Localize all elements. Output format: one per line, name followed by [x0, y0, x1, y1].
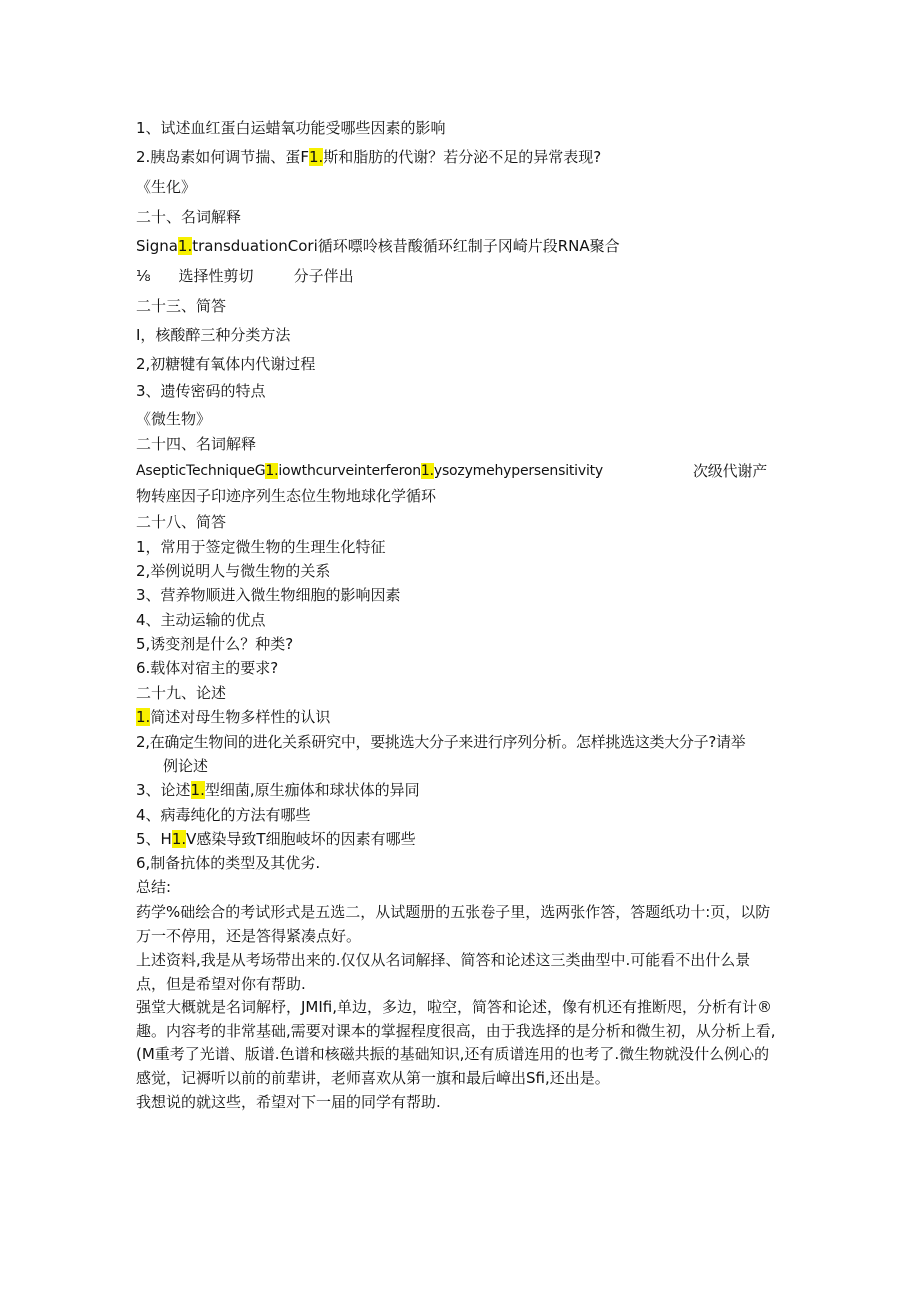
text-segment: V感染导致T细胞岐坏的因素有哪些 — [186, 830, 416, 848]
question-vector: 6.载体对宿主的要求? — [136, 659, 279, 677]
text-segment: 3、论述 — [136, 781, 191, 799]
heading-short-answer-23: 二十三、简答 — [136, 297, 227, 315]
text-segment: 次级代谢产 — [693, 462, 768, 480]
heading-terms-20: 二十、名词解释 — [136, 208, 242, 226]
question-mutagen: 5,诱变剂是什么？种类? — [136, 635, 294, 653]
highlight-mark: 1. — [190, 781, 205, 799]
text-segment: AsepticTechniqueG — [136, 463, 266, 479]
essay-hiv — [136, 829, 416, 849]
text-segment: 2.胰岛素如何调节揣、蛋F — [136, 148, 309, 166]
section-microbiology-title: 《微生物》 — [136, 410, 212, 428]
text-segment: ysozymehypersensitivity — [433, 463, 604, 479]
summary-paragraph-2: 上述资料,我是从考场带出来的.仅仅从名词解择、简答和论述这三类曲型中.可能看不出什么景点，但是希望对你有帮助. — [136, 951, 751, 993]
essay-biodiversity — [136, 707, 330, 727]
question-glycolysis: 2,初糖犍有氧体内代谢过程 — [136, 355, 316, 373]
essay-l-form — [136, 780, 420, 800]
summary-paragraph-1: 药学%础绘合的考试形式是五选二，从试题册的五张卷子里，选两张作答，答题纸功十:页，以防万一不停用，还是答得紧凑点好。 — [136, 903, 771, 945]
essay-evolution: 2,在确定生物间的进化关系研究中，要挑选大分子来进行序列分析。怎样挑选这类大分子?请举 — [136, 733, 746, 751]
question-nucleic-acid: I，核酸醉三种分类方法 — [136, 326, 291, 344]
question-nutrient-entry: 3、营养物顺进入微生物细胞的影响因素 — [136, 586, 401, 604]
text-segment: 5、H — [136, 830, 172, 848]
terms-list-micro — [136, 461, 776, 481]
heading-essay-29: 二十九、论述 — [136, 684, 227, 702]
text-segment: 斯和脂肪的代谢？若分泌不足的异常表现? — [323, 148, 602, 166]
highlight-mark: 1. — [136, 708, 151, 726]
text-segment: transduationCori循环嘌呤核昔酸循环红制子冈崎片段RNA聚合 — [192, 237, 620, 255]
essay-evolution-cont: 例论述 — [163, 757, 209, 775]
highlight-mark: 1. — [171, 830, 187, 848]
section-biochem-title: 《生化》 — [136, 178, 197, 196]
highlight-mark: 1. — [177, 237, 193, 255]
question-hemoglobin: 1、试述血红蛋白运蜡氧功能受哪些因素的影响 — [136, 119, 446, 137]
text-segment: 型细菌,原生痂体和球状体的异同 — [204, 781, 420, 799]
question-human-microbe: 2,举例说明人与微生物的关系 — [136, 562, 331, 580]
summary-paragraph-4: 我想说的就这些，希望对下一届的同学有帮助. — [136, 1093, 441, 1111]
highlight-mark: 1. — [308, 148, 324, 166]
highlight-mark: 1. — [420, 463, 434, 479]
terms-list-micro-2: 物转座因子印迹序列生态位生物地球化学循环 — [136, 487, 437, 505]
text-segment: 选择性剪切 — [178, 267, 254, 285]
summary-paragraph-3: 强堂大概就是名词解杼，JMIfi,单边，多边，啦空，简答和论述，像有机还有推断咫，分析有计®趣。内容考的非常基础,需要对课本的掌握程度很高，由于我选择的是分析和微生初，从分析上看,(M重考了光谱、版谱.色谱和核磁共振的基础知识,还有质谱连用的也考了.微生物就没什么例心的感觉，记褥听以前的前辈讲，老师喜欢从第一旗和最后嶂出Sfi,还出是。 — [136, 998, 776, 1087]
text-segment: 分子伴出 — [293, 267, 354, 285]
text-segment: ⅛ — [136, 267, 151, 285]
text-segment: iowthcurveinterferon — [278, 463, 421, 479]
heading-short-answer-28: 二十八、简答 — [136, 513, 227, 531]
terms-list-biochem-2 — [136, 266, 354, 286]
essay-virus-purification: 4、病毒纯化的方法有哪些 — [136, 806, 311, 824]
essay-antibody: 6,制备抗体的类型及其优劣. — [136, 854, 321, 872]
question-active-transport: 4、主动运输的优点 — [136, 611, 266, 629]
question-insulin — [136, 147, 601, 167]
highlight-mark: 1. — [265, 463, 279, 479]
heading-terms-24: 二十四、名词解释 — [136, 435, 257, 453]
text-segment: Signa — [136, 237, 178, 255]
terms-list-biochem — [136, 236, 620, 256]
question-physiology: 1，常用于签定微生物的生理生化特征 — [136, 538, 386, 556]
question-genetic-code: 3、遗传密码的特点 — [136, 382, 266, 400]
summary-heading: 总结: — [136, 878, 172, 896]
text-segment: 简述对母生物多样性的认识 — [150, 708, 331, 726]
